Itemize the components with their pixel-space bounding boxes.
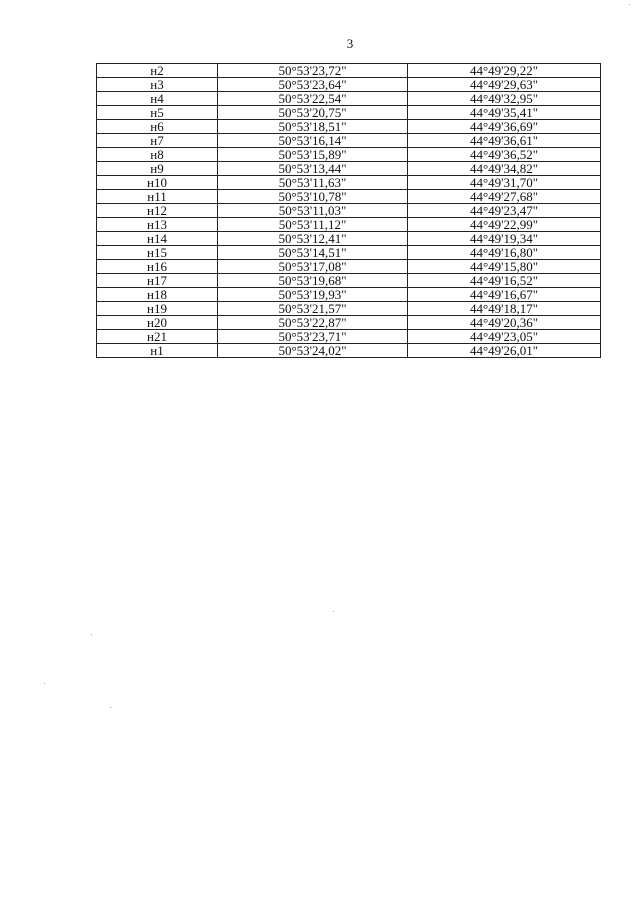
latitude-cell: 50°53'15,89" bbox=[218, 148, 408, 162]
latitude-cell: 50°53'10,78" bbox=[218, 190, 408, 204]
longitude-cell: 44°49'15,80" bbox=[408, 260, 601, 274]
table-row bbox=[97, 204, 601, 218]
latitude-cell: 50°53'16,14" bbox=[218, 134, 408, 148]
table-row bbox=[97, 344, 601, 358]
latitude-cell: 50°53'14,51" bbox=[218, 246, 408, 260]
table-row bbox=[97, 302, 601, 316]
point-cell: н4 bbox=[97, 92, 218, 106]
coordinates-table bbox=[96, 63, 601, 358]
point-cell: н16 bbox=[97, 260, 218, 274]
longitude-cell: 44°49'23,47" bbox=[408, 204, 601, 218]
point-cell: н21 bbox=[97, 330, 218, 344]
point-cell: н19 bbox=[97, 302, 218, 316]
longitude-cell: 44°49'26,01" bbox=[408, 344, 601, 358]
longitude-cell: 44°49'36,69" bbox=[408, 120, 601, 134]
point-cell: н15 bbox=[97, 246, 218, 260]
latitude-cell: 50°53'11,12" bbox=[218, 218, 408, 232]
table-row bbox=[97, 316, 601, 330]
table-row bbox=[97, 120, 601, 134]
point-cell: н18 bbox=[97, 288, 218, 302]
latitude-cell: 50°53'23,64" bbox=[218, 78, 408, 92]
scan-speck bbox=[333, 611, 334, 612]
point-cell: н11 bbox=[97, 190, 218, 204]
longitude-cell: 44°49'27,68" bbox=[408, 190, 601, 204]
point-cell: н9 bbox=[97, 162, 218, 176]
longitude-cell: 44°49'16,67" bbox=[408, 288, 601, 302]
table-row bbox=[97, 134, 601, 148]
longitude-cell: 44°49'31,70" bbox=[408, 176, 601, 190]
longitude-cell: 44°49'36,52" bbox=[408, 148, 601, 162]
longitude-cell: 44°49'29,63" bbox=[408, 78, 601, 92]
longitude-cell: 44°49'16,52" bbox=[408, 274, 601, 288]
table-row bbox=[97, 176, 601, 190]
longitude-cell: 44°49'22,99" bbox=[408, 218, 601, 232]
longitude-cell: 44°49'32,95" bbox=[408, 92, 601, 106]
scan-speck bbox=[629, 4, 630, 5]
longitude-cell: 44°49'18,17" bbox=[408, 302, 601, 316]
point-cell: н20 bbox=[97, 316, 218, 330]
latitude-cell: 50°53'17,08" bbox=[218, 260, 408, 274]
table-row bbox=[97, 246, 601, 260]
latitude-cell: 50°53'24,02" bbox=[218, 344, 408, 358]
scan-speck bbox=[110, 707, 111, 708]
longitude-cell: 44°49'16,80" bbox=[408, 246, 601, 260]
coordinates-table-body bbox=[97, 64, 601, 358]
latitude-cell: 50°53'12,41" bbox=[218, 232, 408, 246]
table-row bbox=[97, 274, 601, 288]
point-cell: н10 bbox=[97, 176, 218, 190]
longitude-cell: 44°49'29,22" bbox=[408, 64, 601, 78]
longitude-cell: 44°49'20,36" bbox=[408, 316, 601, 330]
point-cell: н8 bbox=[97, 148, 218, 162]
table-row bbox=[97, 148, 601, 162]
latitude-cell: 50°53'23,72" bbox=[218, 64, 408, 78]
table-row bbox=[97, 78, 601, 92]
longitude-cell: 44°49'34,82" bbox=[408, 162, 601, 176]
table-row bbox=[97, 232, 601, 246]
table-row bbox=[97, 218, 601, 232]
table-row bbox=[97, 190, 601, 204]
table-row bbox=[97, 288, 601, 302]
point-cell: н12 bbox=[97, 204, 218, 218]
latitude-cell: 50°53'11,03" bbox=[218, 204, 408, 218]
table-row bbox=[97, 64, 601, 78]
longitude-cell: 44°49'19,34" bbox=[408, 232, 601, 246]
scan-speck bbox=[44, 683, 45, 684]
table-row bbox=[97, 330, 601, 344]
latitude-cell: 50°53'23,71" bbox=[218, 330, 408, 344]
latitude-cell: 50°53'20,75" bbox=[218, 106, 408, 120]
page-number: 3 bbox=[346, 36, 354, 51]
latitude-cell: 50°53'19,68" bbox=[218, 274, 408, 288]
point-cell: н6 bbox=[97, 120, 218, 134]
table-row bbox=[97, 92, 601, 106]
point-cell: н5 bbox=[97, 106, 218, 120]
latitude-cell: 50°53'11,63" bbox=[218, 176, 408, 190]
point-cell: н17 bbox=[97, 274, 218, 288]
table-row bbox=[97, 260, 601, 274]
latitude-cell: 50°53'21,57" bbox=[218, 302, 408, 316]
point-cell: н13 bbox=[97, 218, 218, 232]
latitude-cell: 50°53'18,51" bbox=[218, 120, 408, 134]
scan-speck bbox=[91, 634, 92, 635]
latitude-cell: 50°53'22,87" bbox=[218, 316, 408, 330]
longitude-cell: 44°49'36,61" bbox=[408, 134, 601, 148]
point-cell: н14 bbox=[97, 232, 218, 246]
longitude-cell: 44°49'35,41" bbox=[408, 106, 601, 120]
point-cell: н3 bbox=[97, 78, 218, 92]
table-row bbox=[97, 106, 601, 120]
latitude-cell: 50°53'22,54" bbox=[218, 92, 408, 106]
point-cell: н1 bbox=[97, 344, 218, 358]
point-cell: н7 bbox=[97, 134, 218, 148]
longitude-cell: 44°49'23,05" bbox=[408, 330, 601, 344]
point-cell: н2 bbox=[97, 64, 218, 78]
table-row bbox=[97, 162, 601, 176]
latitude-cell: 50°53'19,93" bbox=[218, 288, 408, 302]
latitude-cell: 50°53'13,44" bbox=[218, 162, 408, 176]
